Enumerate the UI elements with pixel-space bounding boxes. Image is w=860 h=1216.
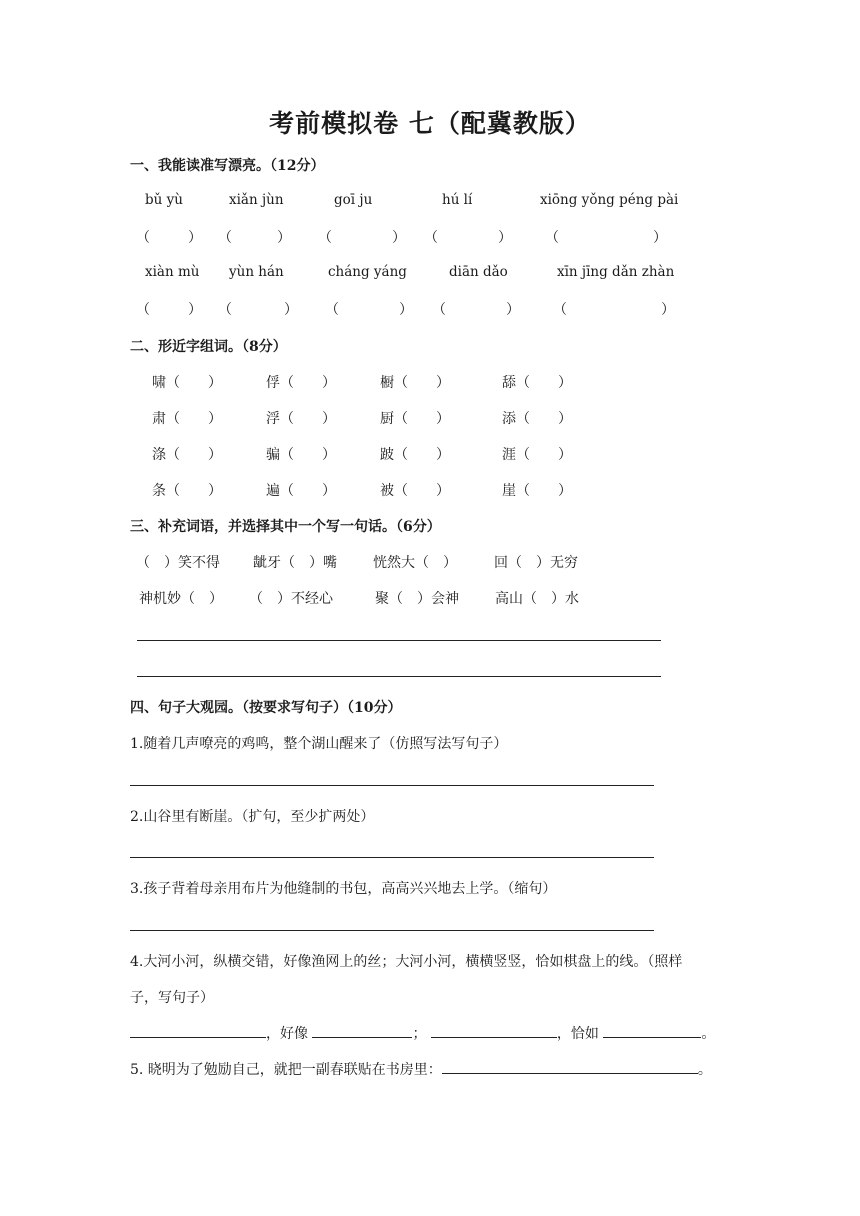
fill-blank[interactable] — [603, 1023, 701, 1038]
answer-blank[interactable]: （ ） — [136, 230, 202, 246]
section1-heading: 一、我能读准写漂亮。（12分） — [130, 158, 325, 174]
answer-blank[interactable]: （ ） — [325, 302, 413, 318]
pinyin-item: bǔ yù — [145, 192, 183, 208]
answer-line[interactable] — [130, 930, 654, 931]
question-5: 5. 晓明为了勉励自己，就把一副春联贴在书房里： 。 — [130, 1059, 712, 1079]
character: 厨 — [380, 411, 394, 427]
character: 跛 — [380, 447, 394, 463]
similar-char-item[interactable] — [380, 408, 450, 428]
word-blank[interactable]: （ ） — [394, 375, 450, 391]
word-blank[interactable]: （ ） — [280, 447, 336, 463]
character: 崖 — [502, 483, 516, 499]
similar-char-item[interactable] — [266, 408, 336, 428]
answer-blank[interactable]: （ ） — [218, 230, 291, 246]
answer-blank[interactable]: （ ） — [218, 302, 298, 318]
character: 橱 — [380, 375, 394, 391]
word-blank[interactable]: （ ） — [280, 375, 336, 391]
idiom-item[interactable]: 龇牙（ ）嘴 — [253, 555, 337, 571]
similar-char-item[interactable] — [502, 444, 572, 464]
answer-blank[interactable]: （ ） — [545, 230, 667, 246]
word-blank[interactable]: （ ） — [166, 483, 222, 499]
pinyin-item: xiǎn jùn — [229, 192, 284, 208]
similar-char-item[interactable] — [266, 372, 336, 392]
similar-char-item[interactable] — [380, 372, 450, 392]
similar-char-item[interactable] — [380, 480, 450, 500]
idiom-item[interactable]: （ ）不经心 — [249, 591, 333, 607]
word-blank[interactable]: （ ） — [516, 411, 572, 427]
section3-heading: 三、补充词语，并选择其中一个写一句话。（6分） — [130, 519, 441, 535]
character: 条 — [152, 483, 166, 499]
idiom-item[interactable]: 神机妙（ ） — [139, 591, 223, 607]
question-3: 3.孩子背着母亲用布片为他缝制的书包，高高兴兴地去上学。（缩句） — [130, 881, 557, 897]
character: 骗 — [266, 447, 280, 463]
word-blank[interactable]: （ ） — [280, 483, 336, 499]
fill-blank[interactable] — [130, 1023, 266, 1038]
question-2: 2.山谷里有断崖。（扩句，至少扩两处） — [130, 809, 375, 825]
similar-char-item[interactable] — [152, 408, 222, 428]
word-blank[interactable]: （ ） — [394, 483, 450, 499]
similar-char-item[interactable] — [152, 480, 222, 500]
idiom-item[interactable]: （ ）笑不得 — [136, 555, 220, 571]
pinyin-item: xiàn mù — [145, 264, 200, 280]
answer-blank[interactable]: （ ） — [424, 230, 512, 246]
similar-char-item[interactable] — [380, 444, 450, 464]
answer-line[interactable] — [137, 676, 661, 677]
pinyin-item: yùn hán — [229, 264, 284, 280]
similar-char-item[interactable] — [502, 372, 572, 392]
similar-char-item[interactable] — [152, 372, 222, 392]
character: 浮 — [266, 411, 280, 427]
fill-blank[interactable] — [442, 1059, 698, 1074]
answer-line[interactable] — [137, 640, 661, 641]
word-blank[interactable]: （ ） — [516, 483, 572, 499]
answer-line[interactable] — [130, 785, 654, 786]
question-4-fill: ，好像 ； ，恰如 。 — [130, 1023, 715, 1043]
fill-blank[interactable] — [431, 1023, 557, 1038]
word-blank[interactable]: （ ） — [516, 447, 572, 463]
answer-blank[interactable]: （ ） — [553, 302, 675, 318]
word-blank[interactable]: （ ） — [166, 375, 222, 391]
word-blank[interactable]: （ ） — [394, 447, 450, 463]
similar-char-item[interactable] — [266, 480, 336, 500]
character: 涤 — [152, 447, 166, 463]
character: 添 — [502, 411, 516, 427]
word-blank[interactable]: （ ） — [394, 411, 450, 427]
page-title: 考前模拟卷 七（配冀教版） — [269, 109, 591, 138]
section2-heading: 二、形近字组词。（8分） — [130, 339, 287, 355]
similar-char-item[interactable] — [502, 408, 572, 428]
idiom-item[interactable]: 聚（ ）会神 — [375, 591, 459, 607]
pinyin-item: diān dǎo — [449, 264, 508, 280]
answer-blank[interactable]: （ ） — [432, 302, 520, 318]
word-blank[interactable]: （ ） — [280, 411, 336, 427]
word-blank[interactable]: （ ） — [166, 411, 222, 427]
character: 啸 — [152, 375, 166, 391]
section4-heading: 四、句子大观园。（按要求写句子）（10分） — [130, 700, 402, 716]
word-blank[interactable]: （ ） — [166, 447, 222, 463]
question-4-cont: 子，写句子） — [130, 990, 214, 1006]
pinyin-item: xiōng yǒng péng pài — [540, 192, 679, 208]
idiom-item[interactable]: 高山（ ）水 — [495, 591, 579, 607]
answer-blank[interactable]: （ ） — [318, 230, 406, 246]
character: 俘 — [266, 375, 280, 391]
fill-blank[interactable] — [312, 1023, 412, 1038]
character: 遍 — [266, 483, 280, 499]
pinyin-item: xīn jīng dǎn zhàn — [557, 264, 675, 280]
answer-blank[interactable]: （ ） — [136, 302, 202, 318]
idiom-item[interactable]: 恍然大（ ） — [373, 555, 457, 571]
pinyin-item: goī ju — [334, 192, 373, 208]
similar-char-item[interactable] — [152, 444, 222, 464]
character: 被 — [380, 483, 394, 499]
idiom-item[interactable]: 回（ ）无穷 — [494, 555, 578, 571]
pinyin-item: cháng yáng — [328, 264, 407, 280]
word-blank[interactable]: （ ） — [516, 375, 572, 391]
question-4: 4.大河小河，纵横交错，好像渔网上的丝；大河小河，横横竖竖，恰如棋盘上的线。（照样 — [130, 954, 683, 970]
similar-char-item[interactable] — [502, 480, 572, 500]
pinyin-item: hú lí — [442, 192, 473, 208]
character: 涯 — [502, 447, 516, 463]
character: 舔 — [502, 375, 516, 391]
similar-char-item[interactable] — [266, 444, 336, 464]
question-1: 1.随着几声嘹亮的鸡鸣，整个湖山醒来了（仿照写法写句子） — [130, 736, 508, 752]
answer-line[interactable] — [130, 857, 654, 858]
character: 肃 — [152, 411, 166, 427]
